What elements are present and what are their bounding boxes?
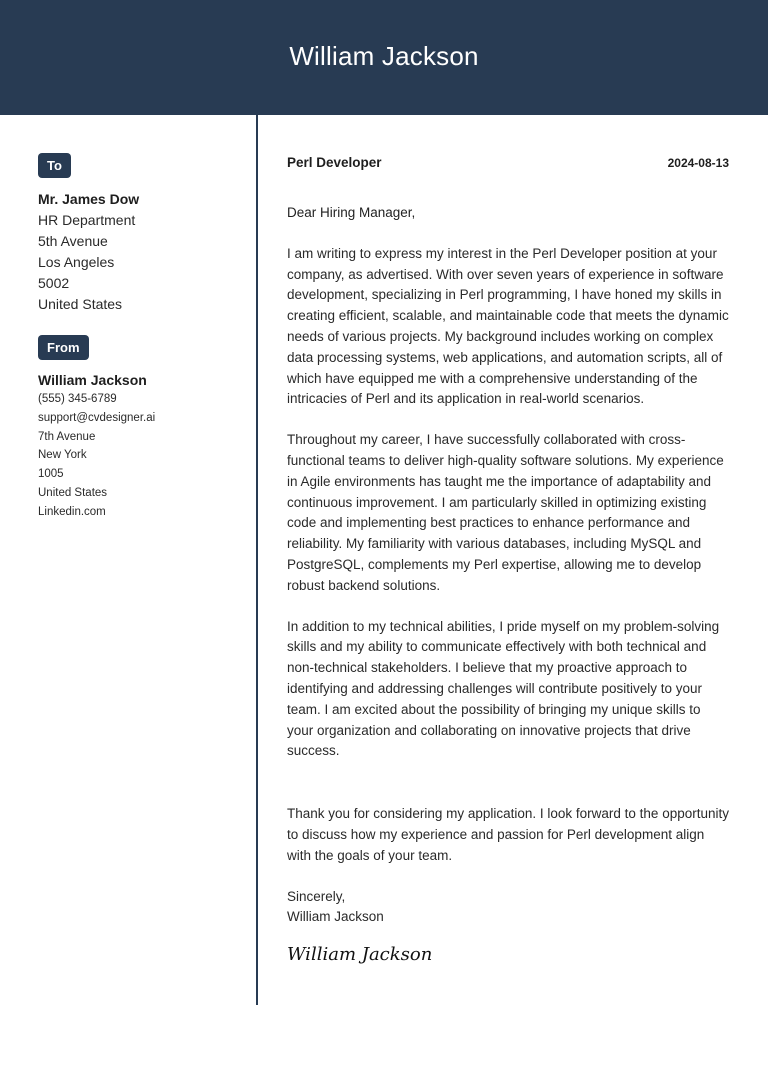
letter-content (287, 155, 729, 965)
sender-name: William Jackson (38, 372, 147, 388)
sender-zip: 1005 (38, 468, 64, 481)
closing-block (287, 887, 729, 929)
recipient-name: Mr. James Dow (38, 191, 140, 207)
sender-street: 7th Avenue (38, 430, 96, 443)
letter-topline (287, 155, 729, 170)
letter-date: 2024-08-13 (667, 156, 729, 170)
paragraph-intro: I am writing to express my interest in the Perl Developer position at your company, as advertised. With over seven years of experience in software development, specializing in Perl programming, I have honed my skills in creating efficient, scalable, and maintainable code that meets the dynamic needs of various projects. My background includes working on complex data processing systems, web applications, and automation scripts, all of which have equipped me with a comprehensive understanding of the intricacies of Perl and its application in real-world scenarios. (287, 245, 729, 407)
letter-body (0, 115, 768, 1078)
recipient-city: Los Angeles (38, 254, 115, 270)
column-divider (256, 115, 258, 1005)
sender-city: New York (38, 449, 87, 462)
header-banner (0, 0, 768, 115)
closing-phrase: Sincerely, (287, 888, 346, 904)
paragraph-experience: Throughout my career, I have successfully collaborated with cross-functional teams to deliver high-quality software solutions. My experience in Agile environments has taught me the importance of adaptability and continuous improvement. I am particularly skilled in optimizing existing code and implementing best practices to enhance performance and reliability. My familiarity with various databases, including MySQL and PostgreSQL, complements my Perl expertise, allowing me to develop robust backend solutions. (287, 432, 724, 593)
sender-linkedin-link[interactable]: Linkedin.com (38, 505, 106, 518)
handwritten-signature: William Jackson (287, 944, 433, 966)
salutation: Dear Hiring Manager, (287, 205, 416, 220)
to-badge: To (38, 153, 71, 178)
from-badge: From (38, 335, 89, 360)
applicant-name: William Jackson (289, 41, 479, 71)
recipient-country: United States (38, 296, 123, 312)
sender-phone: (555) 345-6789 (38, 393, 117, 405)
recipient-block (38, 189, 248, 315)
recipient-department: HR Department (38, 212, 136, 228)
sender-email[interactable]: support@cvdesigner.ai (38, 411, 156, 424)
recipient-street: 5th Avenue (38, 233, 108, 249)
paragraph-skills: In addition to my technical abilities, I pride myself on my problem-solving skills and my ability to communicate effectively with both technical and non-technical stakeholders. I believe that my proactive approach to identifying and addressing challenges will contribute positively to your team. I am excited about the possibility of bringing my unique skills to your organization and collaborating on innovative projects that drive success. (287, 618, 720, 759)
contact-sidebar (38, 153, 248, 522)
paragraph-thanks: Thank you for considering my application. I look forward to the opportunity to discuss how my experience and passion for Perl development align with the goals of your team. (287, 806, 729, 863)
closing-name: William Jackson (287, 909, 384, 925)
recipient-zip: 5002 (38, 275, 70, 291)
sender-block (38, 370, 248, 522)
job-title: Perl Developer (287, 155, 382, 170)
sender-country: United States (38, 486, 108, 499)
